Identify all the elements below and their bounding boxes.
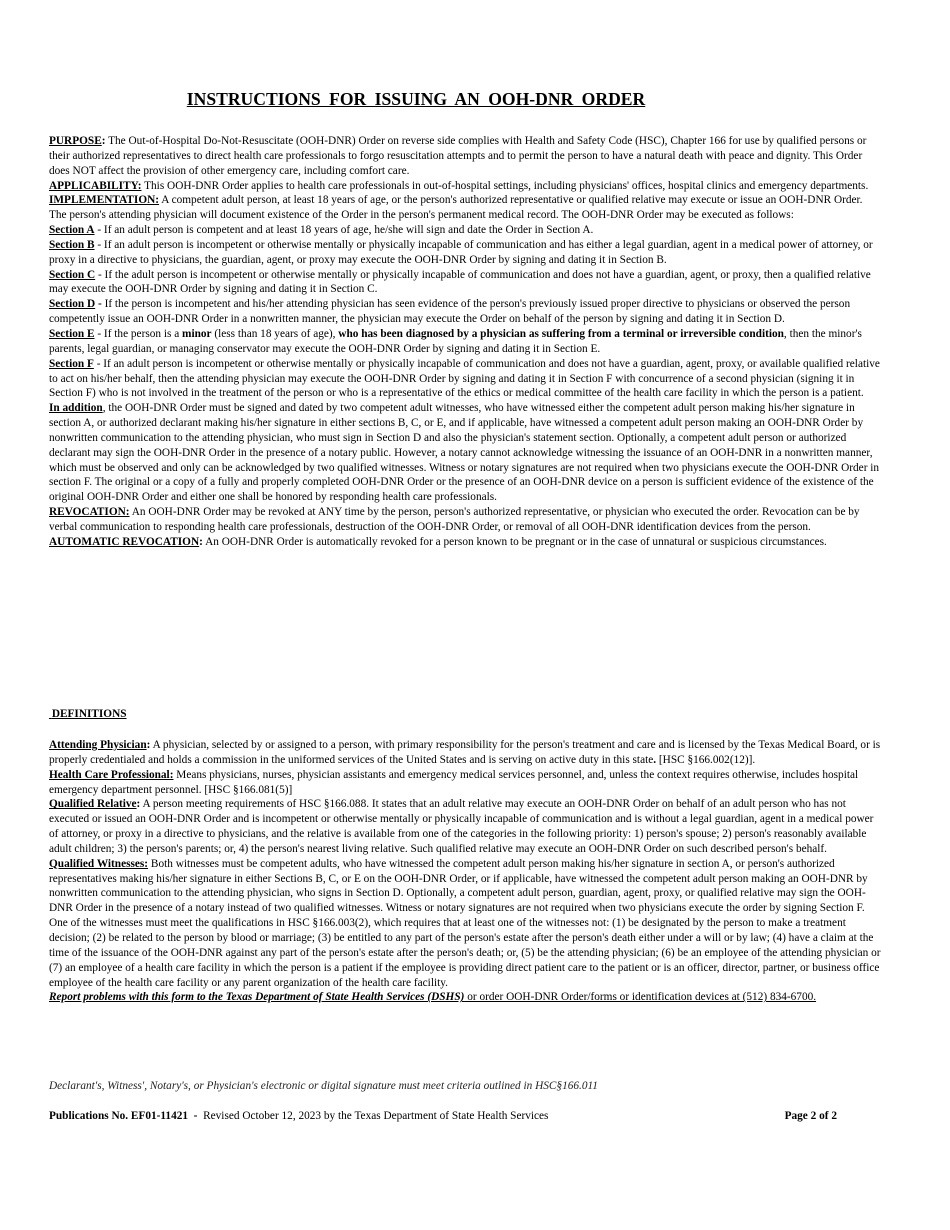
revision-note: Revised October 12, 2023 by the Texas Department of State Health Services	[203, 1110, 549, 1122]
page-title: INSTRUCTIONS FOR ISSUING AN OOH-DNR ORDER	[186, 89, 646, 109]
section-f-label: Section F	[49, 357, 94, 370]
section-d-text: If the person is incompetent and his/her attending physician has seen evidence of the person's previously issued proper directive to physicians or observed the person competently issue an OOH-DNR Order in a nonwritten manner, the physician may execute the Order on behalf of the person by signing and dating it in Section D.	[49, 298, 851, 326]
attending-physician-citation: [HSC §166.002(12)].	[656, 753, 756, 766]
section-e-paragraph	[49, 327, 881, 357]
section-d-dash: -	[97, 298, 102, 311]
section-e-label: Section E	[49, 327, 95, 340]
section-d-label: Section D	[49, 298, 96, 311]
in-addition-text: , the OOH-DNR Order must be signed and dated by two competent adult witnesses, who have witnessed either the competent adult person making his/her signature in section A, or authorized declarant making his/her signature in either sections B, C, or E, and if applicable, have witnessed a competent adult person making an OOH-DNR Order by nonwritten communication to the attending physician, who must sign in Section D and also the physician's statement section. Optionally, a competent adult person or authorized declarant may sign the OOH-DNR Order in the presence of a notary public. However, a notary cannot acknowledge witnessing the issuance of an OOH-DNR in a nonwritten manner, which must be observed and only can be acknowledged by two qualified witnesses. Witness or notary signatures are not required when two physicians execute the OOH-DNR Order in section F. The original or a copy of a fully and properly completed OOH-DNR Order or the presence of an OOH-DNR device on a person is sufficient evidence of the existence of the original OOH-DNR Order and either one shall be honored by responding health care professionals.	[49, 402, 880, 504]
in-addition-paragraph	[49, 401, 881, 505]
implementation-paragraph	[49, 193, 881, 223]
in-addition-label: In addition	[49, 402, 103, 415]
section-c-paragraph	[49, 268, 881, 298]
definitions-body	[49, 738, 881, 1005]
qualified-witnesses-text: Both witnesses must be competent adults, who have witnessed the competent adult person making his/her signature in section A, or person's authorized representatives making his/her signature in either Sections B, C, or E on the OOH-DNR Order, or if applicable, have witnessed the competent adult person making an OOH-DNR by nonwritten communication to the attending physician, who signs in Section D. Optionally, a competent adult person, guardian, agent, proxy, or qualified relative may sign the OOH-DNR Order in the presence of a notary instead of two qualified witnesses. Witness or notary signatures are not required when two physicians execute the order by signing Section F. One of the witnesses must meet the qualifications in HSC §166.003(2), which requires that at least one of the witnesses not: (1) be designated by the person to make a treatment decision; (2) be related to the person by blood or marriage; (3) be entitled to any part of the person's estate after the person's death either under a will or by law; (4) have a claim at the time of the issuance of the OOH-DNR against any part of the person's estate after the person's death; or, (5) be the attending physician; (6) be an employee of the attending physician or (7) an employee of a health care facility in which the person is a patient if the employee is providing direct patient care to the patient or is an officer, director, partner, or business office employee of the health care facility or any parent organization of the health care facility.	[49, 857, 881, 989]
definitions-heading: DEFINITIONS	[51, 708, 127, 720]
section-e-text-2: (less than 18 years of age),	[214, 327, 336, 340]
section-a-label: Section A	[49, 224, 95, 237]
revocation-paragraph	[49, 505, 881, 535]
report-problems-text: or order OOH-DNR Order/forms or identification devices at (512) 834-6700.	[464, 991, 817, 1004]
implementation-label: IMPLEMENTATION:	[49, 194, 160, 207]
section-d-paragraph	[49, 297, 881, 327]
instructions-body	[49, 134, 881, 550]
qualified-relative-definition: Qualified Relative: A person meeting requirements of HSC §166.088. It states that an adult relative may execute an OOH-DNR Order on behalf of an adult person who has not executed or issued an OOH-DNR Order and is incompetent or otherwise mentally or physically incapable of communication and is without a legal guardian, agent in a medical power of attorney, or proxy in a directive to physicians, and the relative is available from one of the categories in the following priority: 1) person's spouse; 2) person's reasonably available adult children; 3) the person's parents; or, 4) the person's nearest living relative. Such qualified relative may execute an OOH-DNR Order on such described person's behalf.	[49, 798, 874, 855]
automatic-revocation-label: AUTOMATIC REVOCATION	[49, 535, 200, 548]
section-b-paragraph	[49, 238, 881, 268]
automatic-revocation-paragraph: AUTOMATIC REVOCATION: An OOH-DNR Order is automatically revoked for a person known to be pregnant or in the case of unnatural or suspicious circumstances.	[49, 535, 827, 548]
section-c-text: - If the adult person is incompetent or otherwise mentally or physically incapable of communication and does not have a guardian, agent, or proxy, then a qualified relative may execute the OOH-DNR Order by signing and dating it in Section C.	[49, 268, 871, 296]
section-b-label: Section B	[49, 238, 95, 251]
purpose-label: PURPOSE	[49, 135, 102, 147]
section-c-label: Section C	[49, 268, 96, 281]
section-f-paragraph	[49, 357, 881, 402]
revocation-label: REVOCATION:	[49, 506, 130, 519]
implementation-text: A competent adult person, at least 18 years of age, or the person's authorized representative or qualified relative may execute or issue an OOH-DNR Order. The person's attending physician will document existence of the Order in the person's permanent medical record. The OOH-DNR Order may be executed as follows:	[49, 194, 863, 222]
purpose-text: The Out-of-Hospital Do-Not-Resuscitate (OOH-DNR) Order on reverse side complies with Health and Safety Code (HSC), Chapter 166 for use by qualified persons or their authorized representatives to direct health care professionals to forgo resuscitation attempts and to permit the person to have a natural death with peace and dignity. This Order does NOT affect the provision of other emergency care, including comfort care.	[49, 135, 867, 177]
section-e-text-3: , then the minor's parents, legal guardian, or managing conservator may execute the OOH-DNR Order by signing and dating it in Section E.	[49, 327, 862, 355]
qualified-witnesses-definition	[49, 857, 881, 991]
applicability-text: This OOH-DNR Order applies to health care professionals in out-of-hospital settings, including physicians' offices, hospital clinics and emergency departments.	[144, 179, 869, 192]
automatic-revocation-text: An OOH-DNR Order is automatically revoked for a person known to be pregnant or in the case of unnatural or suspicious circumstances.	[205, 535, 827, 548]
attending-physician-definition: Attending Physician: A physician, selected by or assigned to a person, with primary responsibility for the person's treatment and care and is licensed by the Texas Medical Board, or is properly credentialed and holds a commission in the uniformed services of the United States and is serving on active duty in this state. [HSC §166.002(12)].	[49, 739, 881, 766]
applicability-label: APPLICABILITY:	[49, 179, 142, 192]
section-e-minor: minor	[182, 327, 212, 340]
section-e-bold: who has been diagnosed by a physician as suffering from a terminal or irreversible condition	[338, 327, 784, 340]
health-care-professional-text: Means physicians, nurses, physician assistants and emergency medical services personnel, and, unless the context requires otherwise, includes hospital emergency department personnel. [HSC §166.081(5)]	[49, 768, 859, 796]
health-care-professional-definition	[49, 768, 881, 798]
section-a-text: - If an adult person is competent and at least 18 years of age, he/she will sign and date the Order in Section A.	[97, 224, 594, 237]
qualified-relative-text: A person meeting requirements of HSC §166.088. It states that an adult relative may execute an OOH-DNR Order on behalf of an adult person who has not executed or issued an OOH-DNR Order and is incompetent or otherwise mentally or physically incapable of communication and is without a legal guardian, agent in a medical power of attorney, or proxy in a directive to physicians, and the relative is available from one of the categories in the following priority: 1) person's spouse; 2) person's reasonably available adult children; 3) the person's parents; or, 4) the person's nearest living relative. Such qualified relative may execute an OOH-DNR Order on such described person's behalf.	[49, 798, 874, 855]
report-problems-line	[49, 990, 881, 1005]
publication-number: Publications No. EF01-11421	[49, 1110, 189, 1122]
purpose-paragraph: PURPOSE: The Out-of-Hospital Do-Not-Resuscitate (OOH-DNR) Order on reverse side complies with Health and Safety Code (HSC), Chapter 166 for use by qualified persons or their authorized representatives to direct health care professionals to forgo resuscitation attempts and to permit the person to have a natural death with peace and dignity. This Order does NOT affect the provision of other emergency care, including comfort care.	[49, 135, 867, 177]
qualified-witnesses-label: Qualified Witnesses:	[49, 857, 149, 870]
health-care-professional-label: Health Care Professional:	[49, 768, 174, 781]
section-b-text: - If an adult person is incompetent or otherwise mentally or physically incapable of communication and has either a legal guardian, agent in a medical power of attorney, or proxy in a directive to physicians, the guardian, agent, or proxy may execute the OOH-DNR Order by signing and dating it in Section B.	[49, 238, 873, 266]
page-number: Page 2 of 2	[784, 1110, 837, 1122]
section-f-text: - If an adult person is incompetent or otherwise mentally or physically incapable of communication and does not have a guardian, agent, proxy, or available qualified relative to act on his/her behalf, then the attending physician may execute the OOH-DNR Order by signing and dating it in Section F with concurrence of a second physician (signing it in Section F) who is not involved in the treatment of the person or who is a representative of the ethics or medical committee of the health care facility in which the person is a patient.	[49, 357, 880, 400]
applicability-paragraph	[49, 179, 881, 194]
revocation-text: An OOH-DNR Order may be revoked at ANY time by the person, person's authorized representative, or physician who executed the order. Revocation can be by verbal communication to responding health care professionals, destruction of the OOH-DNR Order, or removal of all OOH-DNR identification devices from the person.	[49, 506, 860, 533]
attending-physician-text: A physician, selected by or assigned to a person, with primary responsibility for the person's treatment and care and is licensed by the Texas Medical Board, or is properly credentialed and holds a commission in the uniformed services of the United States and is serving on active duty in this state	[49, 739, 881, 766]
section-e-text-1: - If the person is a	[97, 327, 180, 340]
qualified-relative-label: Qualified Relative	[49, 798, 137, 811]
report-problems-bold: Report problems with this form to the Texas Department of State Health Services (DSHS)	[49, 991, 465, 1004]
page-footer: Publications No. EF01-11421 - Revised October 12, 2023 by the Texas Department of State Health Services Page 2 of 2	[49, 1110, 837, 1122]
attending-physician-label: Attending Physician	[49, 739, 147, 751]
section-a-paragraph	[49, 223, 881, 238]
signature-criteria-note: Declarant's, Witness', Notary's, or Physician's electronic or digital signature must meet criteria outlined in HSC§166.011	[49, 1080, 598, 1092]
